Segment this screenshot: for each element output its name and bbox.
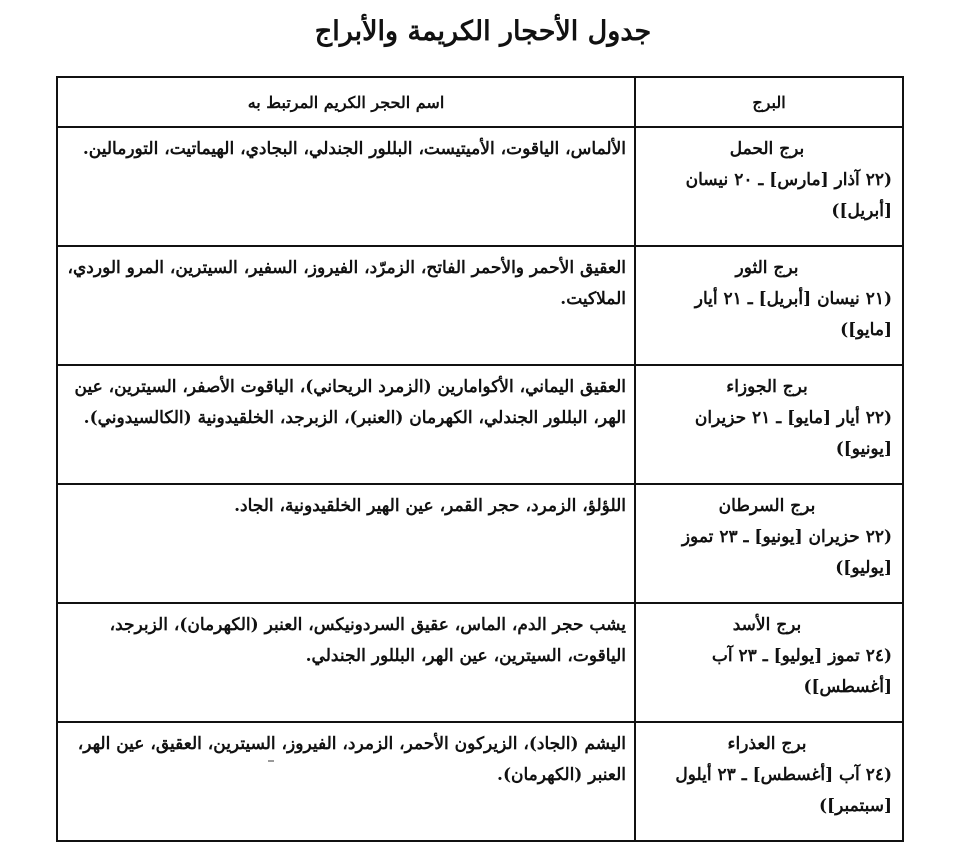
sign-name: برج الجوزاء: [726, 377, 808, 397]
sign-name: برج الحمل: [729, 139, 805, 159]
table-row: [57, 127, 903, 246]
sign-cell: [635, 603, 903, 722]
table-row: [57, 722, 903, 841]
gemstones-zodiac-table: [56, 76, 904, 842]
table-row: [57, 484, 903, 603]
stone-list: الألماس، الياقوت، الأميتيست، البللور الجندلي، البجادي، الهيماتيت، التورمالين.: [57, 127, 635, 246]
sign-cell: [635, 127, 903, 246]
table-row: [57, 365, 903, 484]
sign-cell: [635, 365, 903, 484]
header-sign: البرج: [635, 77, 903, 127]
sign-cell: [635, 484, 903, 603]
sign-cell: [635, 722, 903, 841]
header-stone: اسم الحجر الكريم المرتبط به: [57, 77, 635, 127]
sign-name: برج الثور: [735, 258, 799, 278]
sign-cell: [635, 246, 903, 365]
sign-name: برج السرطان: [718, 496, 816, 516]
table-row: [57, 246, 903, 365]
stone-list: العقيق الأحمر والأحمر الفاتح، الزمرّد، الفيروز، السفير، السيترين، المرو الوردي، الملاكيت.: [57, 246, 635, 365]
stone-list: اليشم (الجاد)، الزيركون الأحمر، الزمرد، الفيروز، السيترين، العقيق، عين الهر، العنبر (الكهرمان).: [57, 722, 635, 841]
table-row: [57, 603, 903, 722]
scan-speck: [268, 760, 274, 762]
sign-name: برج الأسد: [732, 615, 802, 635]
table-header-row: [57, 77, 903, 127]
sign-dates: (٢٢ آذار [مارس] ـ ٢٠ نيسان [أبريل]): [685, 170, 892, 221]
stone-list: اللؤلؤ، الزمرد، حجر القمر، عين الهير الخلقيدونية، الجاد.: [57, 484, 635, 603]
stone-list: يشب حجر الدم، الماس، عقيق السردونيكس، العنبر (الكهرمان)، الزبرجد، الياقوت، السيترين، عين الهر، البللور الجندلي.: [57, 603, 635, 722]
sign-dates: (٢٢ أيار [مايو] ـ ٢١ حزيران [يونيو]): [694, 408, 892, 459]
page-title: جدول الأحجار الكريمة والأبراج: [314, 16, 652, 47]
sign-dates: (٢٤ آب [أغسطس] ـ ٢٣ أيلول [سبتمبر]): [675, 765, 892, 816]
sign-dates: (٢١ نيسان [أبريل] ـ ٢١ أيار [مايو]): [694, 289, 892, 340]
sign-name: برج العذراء: [727, 734, 807, 754]
sign-dates: (٢٤ تموز [يوليو] ـ ٢٣ آب [أغسطس]): [711, 646, 892, 697]
sign-dates: (٢٢ حزيران [يونيو] ـ ٢٣ تموز [يوليو]): [681, 527, 892, 578]
stone-list: العقيق اليماني، الأكوامارين (الزمرد الريحاني)، الياقوت الأصفر، السيترين، عين الهر، البللور الجندلي، الكهرمان (العنبر)، الزبرجد، الخلقيدونية (الكالسيدوني).: [57, 365, 635, 484]
